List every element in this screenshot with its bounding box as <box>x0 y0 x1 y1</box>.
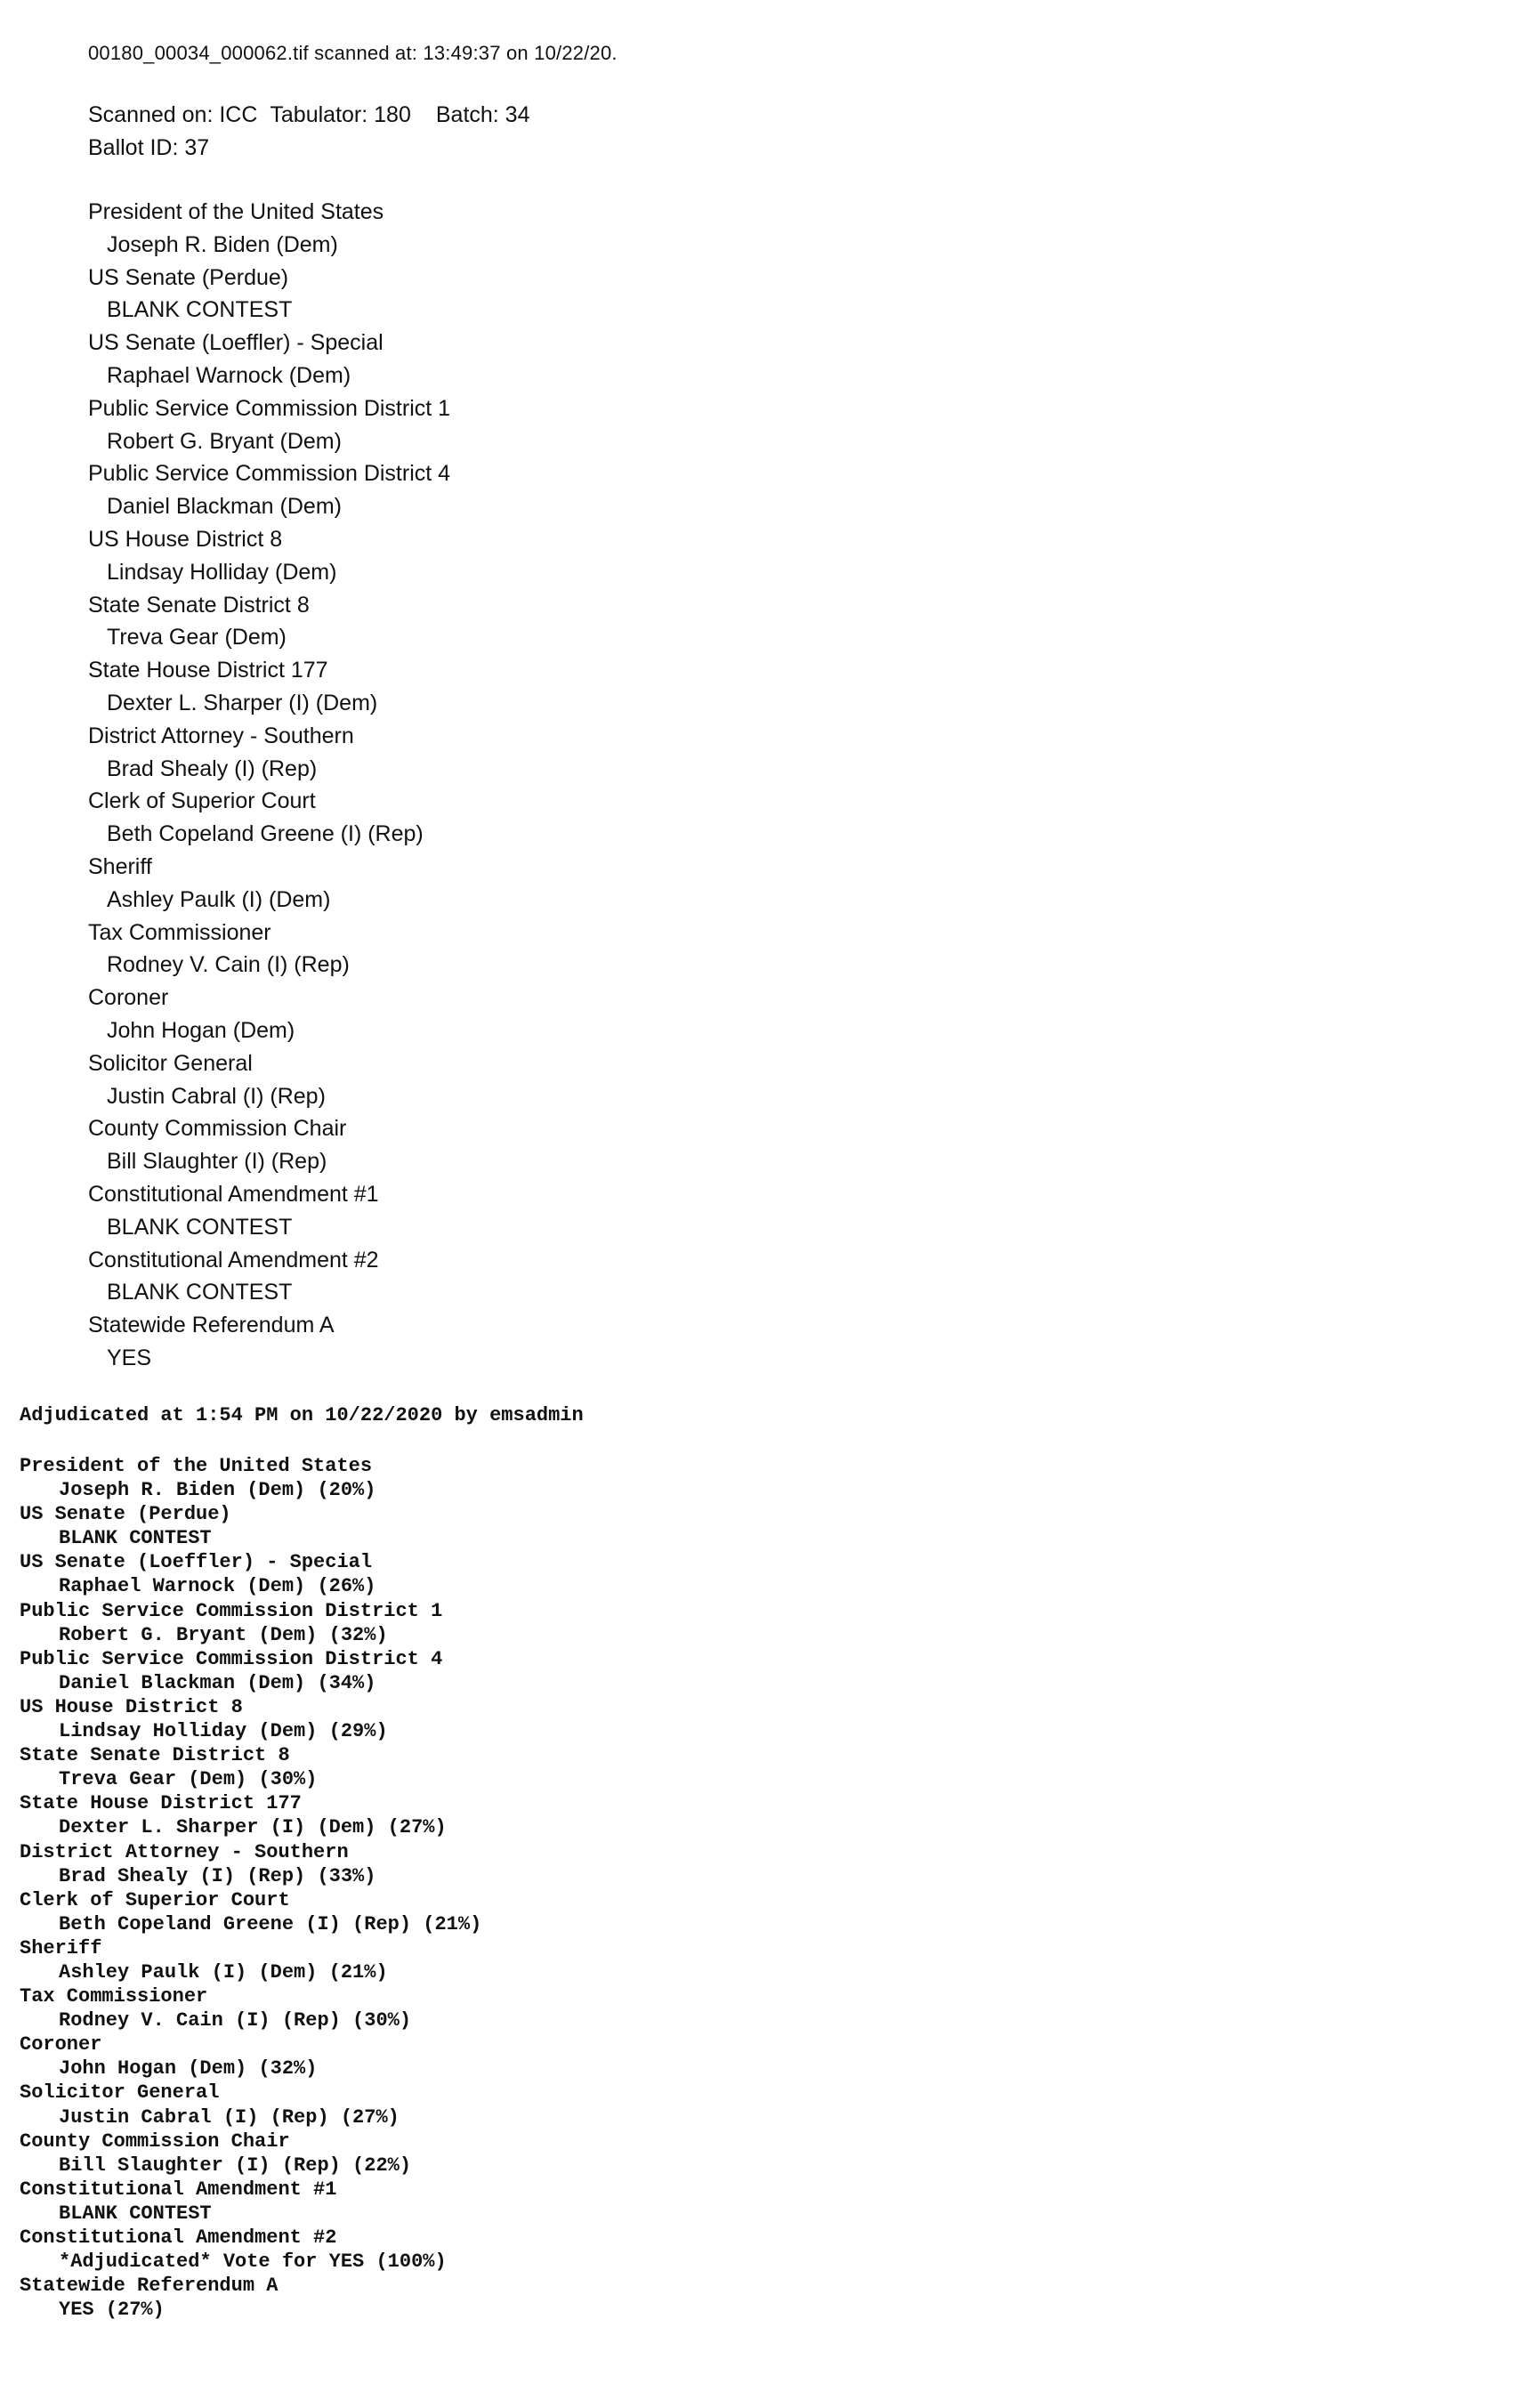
scan-header: 00180_00034_000062.tif scanned at: 13:49:37 on 10/22/20. <box>88 42 618 64</box>
contest-name: US House District 8 <box>20 1695 243 1718</box>
contest-choice: Brad Shealy (I) (Rep) <box>107 756 318 781</box>
contest-choice: Robert G. Bryant (Dem) (32%) <box>59 1623 388 1646</box>
ballot-selections <box>88 196 450 1375</box>
contest-name: US Senate (Perdue) <box>88 264 289 290</box>
contest-name: State Senate District 8 <box>88 592 310 618</box>
contest-name: Public Service Commission District 4 <box>20 1647 443 1670</box>
contest-name: Tax Commissioner <box>20 1985 208 2008</box>
tabulator: Tabulator: 180 <box>270 102 411 127</box>
contest-choice: Rodney V. Cain (I) (Rep) (30%) <box>59 2009 412 2032</box>
batch: Batch: 34 <box>435 102 530 127</box>
meta-line-1 <box>88 99 530 132</box>
contest-name: Public Service Commission District 4 <box>88 461 451 487</box>
contest-name: Coroner <box>88 985 169 1011</box>
contest-choice: Ashley Paulk (I) (Dem) (21%) <box>59 1960 388 1984</box>
contest-name: Solicitor General <box>88 1050 253 1076</box>
contest-choice: Lindsay Holliday (Dem) (29%) <box>59 1720 388 1743</box>
ballot-id: Ballot ID: 37 <box>88 135 210 160</box>
contest-choice: YES (27%) <box>59 2299 165 2322</box>
contest-choice: Ashley Paulk (I) (Dem) <box>107 886 331 912</box>
scanned-on: Scanned on: ICC <box>88 102 258 127</box>
contest-choice: John Hogan (Dem) (32%) <box>59 2057 318 2081</box>
adjudicated-selections <box>20 1454 481 2322</box>
contest-choice: Justin Cabral (I) (Rep) (27%) <box>59 2105 400 2129</box>
contest-choice: Bill Slaughter (I) (Rep) (22%) <box>59 2153 412 2177</box>
contest-choice: Treva Gear (Dem) <box>107 625 287 650</box>
contest-name: State Senate District 8 <box>20 1744 290 1767</box>
contest-choice: Treva Gear (Dem) (30%) <box>59 1768 318 1791</box>
contest-name: President of the United States <box>20 1455 373 1477</box>
contest-choice: Raphael Warnock (Dem) <box>107 362 351 388</box>
contest-choice: Beth Copeland Greene (I) (Rep) <box>107 821 424 847</box>
contest-choice: Raphael Warnock (Dem) (26%) <box>59 1575 376 1598</box>
contest-choice: Joseph R. Biden (Dem) (20%) <box>59 1479 376 1502</box>
contest-choice: BLANK CONTEST <box>107 297 293 323</box>
contest-choice: BLANK CONTEST <box>59 1527 212 1550</box>
contest-name: District Attorney - Southern <box>88 723 354 748</box>
contest-choice: Beth Copeland Greene (I) (Rep) (21%) <box>59 1912 482 1935</box>
contest-name: US Senate (Perdue) <box>20 1503 231 1526</box>
contest-name: Public Service Commission District 1 <box>20 1599 443 1622</box>
contest-name: County Commission Chair <box>20 2129 290 2153</box>
contest-name: US House District 8 <box>88 526 283 552</box>
contest-choice: BLANK CONTEST <box>59 2202 212 2225</box>
contest-choice: Daniel Blackman (Dem) <box>107 494 342 520</box>
contest-name: Clerk of Superior Court <box>20 1888 290 1911</box>
contest-choice: Lindsay Holliday (Dem) <box>107 559 337 585</box>
contest-choice: YES <box>107 1345 152 1370</box>
contest-name: Constitutional Amendment #2 <box>88 1247 379 1273</box>
contest-name: Public Service Commission District 1 <box>88 395 451 421</box>
contest-name: Tax Commissioner <box>88 919 271 945</box>
contest-name: Statewide Referendum A <box>20 2275 279 2298</box>
contest-choice: *Adjudicated* Vote for YES (100%) <box>59 2250 447 2274</box>
contest-name: State House District 177 <box>20 1792 302 1815</box>
ballot-metadata <box>88 99 530 165</box>
contest-name: State House District 177 <box>88 658 328 683</box>
contest-choice: Brad Shealy (I) (Rep) (33%) <box>59 1864 376 1887</box>
contest-choice: John Hogan (Dem) <box>107 1017 295 1043</box>
contest-choice: BLANK CONTEST <box>107 1280 293 1305</box>
contest-name: Sheriff <box>88 853 152 879</box>
contest-name: Solicitor General <box>20 2081 220 2105</box>
contest-choice: BLANK CONTEST <box>107 1214 293 1240</box>
contest-name: US Senate (Loeffler) - Special <box>88 330 384 356</box>
contest-choice: Rodney V. Cain (I) (Rep) <box>107 952 350 978</box>
contest-name: Statewide Referendum A <box>88 1313 335 1338</box>
contest-choice: Dexter L. Sharper (I) (Dem) <box>107 690 378 715</box>
contest-choice: Bill Slaughter (I) (Rep) <box>107 1149 327 1175</box>
contest-choice: Dexter L. Sharper (I) (Dem) (27%) <box>59 1816 447 1839</box>
contest-name: Constitutional Amendment #1 <box>88 1181 379 1207</box>
contest-choice: Justin Cabral (I) (Rep) <box>107 1083 326 1109</box>
contest-name: Coroner <box>20 2033 102 2056</box>
contest-name: Sheriff <box>20 1936 102 1960</box>
contest-name: Constitutional Amendment #1 <box>20 2178 337 2201</box>
contest-name: President of the United States <box>88 199 384 224</box>
contest-choice: Joseph R. Biden (Dem) <box>107 231 338 257</box>
adjudicated-header: Adjudicated at 1:54 PM on 10/22/2020 by emsadmin <box>20 1404 584 1426</box>
contest-name: Clerk of Superior Court <box>88 788 316 814</box>
contest-name: Constitutional Amendment #2 <box>20 2226 337 2249</box>
contest-name: District Attorney - Southern <box>20 1840 349 1863</box>
contest-name: County Commission Chair <box>88 1116 347 1142</box>
contest-choice: Robert G. Bryant (Dem) <box>107 428 342 454</box>
contest-choice: Daniel Blackman (Dem) (34%) <box>59 1671 376 1694</box>
contest-name: US Senate (Loeffler) - Special <box>20 1551 373 1574</box>
